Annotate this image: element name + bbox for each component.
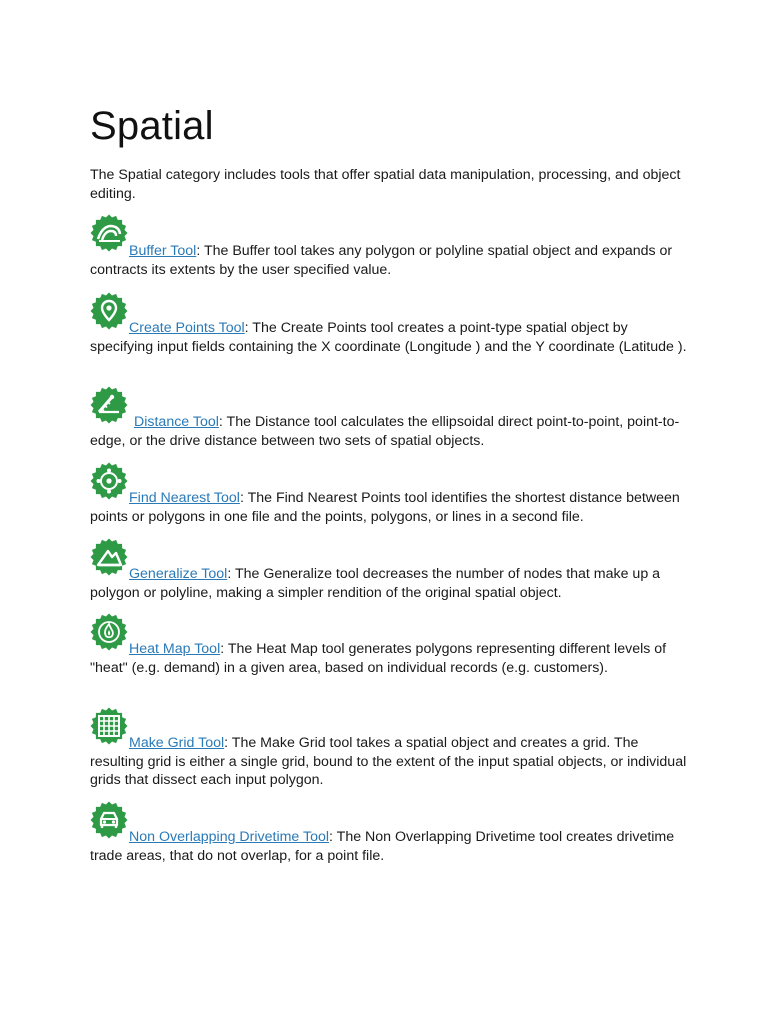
make-grid-icon <box>90 707 128 745</box>
tool-description <box>90 214 690 279</box>
tool-link[interactable]: Create Points Tool <box>129 320 245 336</box>
tool-link[interactable]: Buffer Tool <box>129 243 197 259</box>
tool-description <box>90 386 690 450</box>
tool-entry <box>90 801 690 865</box>
tool-link[interactable]: Non Overlapping Drivetime Tool <box>129 829 330 845</box>
tool-entry <box>90 386 690 450</box>
tool-description <box>90 462 690 526</box>
tool-entry <box>90 292 690 356</box>
generalize-icon <box>90 538 128 576</box>
distance-icon <box>90 386 128 424</box>
tool-description <box>90 801 690 865</box>
tool-description-text: : The Non Overlapping Drivetime tool creates drivetime trade areas, that do not overlap, for a point file. <box>90 829 675 864</box>
tool-description-text: : The Create Points tool creates a point-type spatial object by specifying input fields containing the X coordinate (Longitude ) and the Y coordinate (Latitude ). <box>90 320 687 355</box>
find-nearest-icon <box>90 462 128 500</box>
tool-description <box>90 707 690 790</box>
intro-paragraph: The Spatial category includes tools that offer spatial data manipulation, processing, and object editing. <box>90 167 681 202</box>
tool-description-text: : The Distance tool calculates the ellipsoidal direct point-to-point, point-to-edge, or the drive distance between two sets of spatial objects. <box>90 414 680 449</box>
tool-entry <box>90 462 690 526</box>
tool-description <box>90 538 690 602</box>
tool-description-text: : The Buffer tool takes any polygon or polyline spatial object and expands or contracts its extents by the user specified value. <box>90 243 673 278</box>
tool-link[interactable]: Generalize Tool <box>129 566 228 582</box>
tool-link[interactable]: Heat Map Tool <box>129 641 221 657</box>
tool-link[interactable]: Make Grid Tool <box>129 735 225 751</box>
tool-description-text: : The Generalize tool decreases the number of nodes that make up a polygon or polyline, making a simpler rendition of the original spatial object. <box>90 566 661 601</box>
tool-entry <box>90 538 690 602</box>
tool-link[interactable]: Distance Tool <box>134 414 219 430</box>
tool-entry <box>90 214 690 279</box>
heat-map-icon <box>90 613 128 651</box>
drivetime-icon <box>90 801 128 839</box>
create-points-icon <box>90 292 128 330</box>
tool-description <box>90 613 690 677</box>
tool-entry <box>90 707 690 790</box>
tool-description-text: : The Find Nearest Points tool identifies the shortest distance between points or polygons in one file and the points, polygons, or lines in a second file. <box>90 490 680 525</box>
tool-description-text: : The Heat Map tool generates polygons representing different levels of "heat" (e.g. demand) in a given area, based on individual records (e.g. customers). <box>90 641 667 676</box>
tool-description <box>90 292 690 356</box>
tool-link[interactable]: Find Nearest Tool <box>129 490 240 506</box>
buffer-icon <box>90 214 128 252</box>
tool-description-text: : The Make Grid tool takes a spatial object and creates a grid. The resulting grid is either a single grid, bound to the extent of the input spatial objects, or individual grids that dissect each input polygon. <box>90 735 687 788</box>
tool-entry <box>90 613 690 677</box>
page-title: Spatial <box>90 104 214 148</box>
